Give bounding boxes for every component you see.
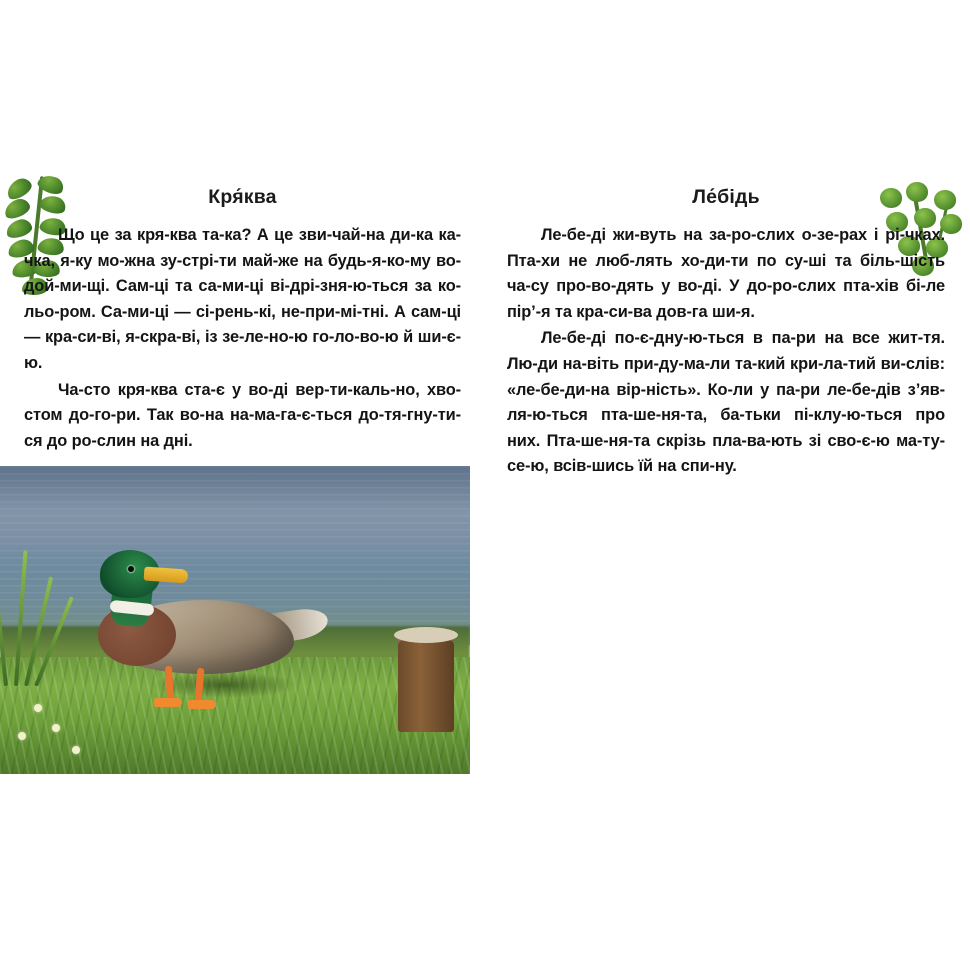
paragraph: Ле-бе-ді по-є-дну-ю-ться в па-ри на все жит-тя. Лю-ди на-віть при-ду-ма-ли та-кий кри-ла-тий ви-слів: «ле-бе-ди-на вір-ність». Ко-ли у па-ри ле-бе-дів з’яв-ля-ю-ться пта-ше-ня-та, ба-тьки пі-клу-ю-ться про них. Пта-ше-ня-та скрізь пла-ва-ють зі сво-є-ю ма-ту-се-ю, всів-шись їй на спи-ну. bbox=[507, 329, 945, 476]
paragraph: Що це за кря-ква та-ка? А це зви-чай-на ди-ка ка-чка, я-ку мо-жна зу-стрі-ти май-же на будь-я-ко-му во-дой-ми-щі. Сам-ці та са-ми-ці ві-дрі-зня-ю-ться за ко-льо-ром. Са-ми-ці — сі-рень-кі, не-при-мі-тні. А сам-ці — кра-си-ві, я-скра-ві, із зе-ле-но-ю го-ло-во-ю й ши-є-ю. bbox=[24, 226, 461, 372]
reed-cluster-icon bbox=[0, 536, 64, 686]
photo-mallard-duck bbox=[0, 466, 470, 774]
paragraph: Ле-бе-ді жи-вуть на за-ро-слих о-зе-рах і рі-чках. Пта-хи не люб-лять хо-ди-ти по су-ші та біль-шість ча-су про-во-дять у во-ді. У до-ро-слих пта-хів бі-ле пір’-я та кра-си-ва дов-га ши-я. bbox=[507, 226, 945, 321]
mallard-duck-illustration bbox=[70, 558, 320, 708]
page-gutter bbox=[484, 0, 487, 970]
paragraph: Ча-сто кря-ква ста-є у во-ді вер-ти-каль-но, хво-стом до-го-ри. Так во-на на-ма-га-є-ться до-тя-гну-ти-ся до ро-слин на дні. bbox=[24, 380, 461, 450]
right-text-block bbox=[507, 186, 945, 480]
page-title: Кря́ква bbox=[208, 186, 277, 208]
page-title: Ле́бідь bbox=[692, 186, 760, 208]
tree-stump-icon bbox=[398, 634, 454, 732]
page-right bbox=[485, 0, 970, 970]
left-text-block bbox=[24, 186, 461, 454]
